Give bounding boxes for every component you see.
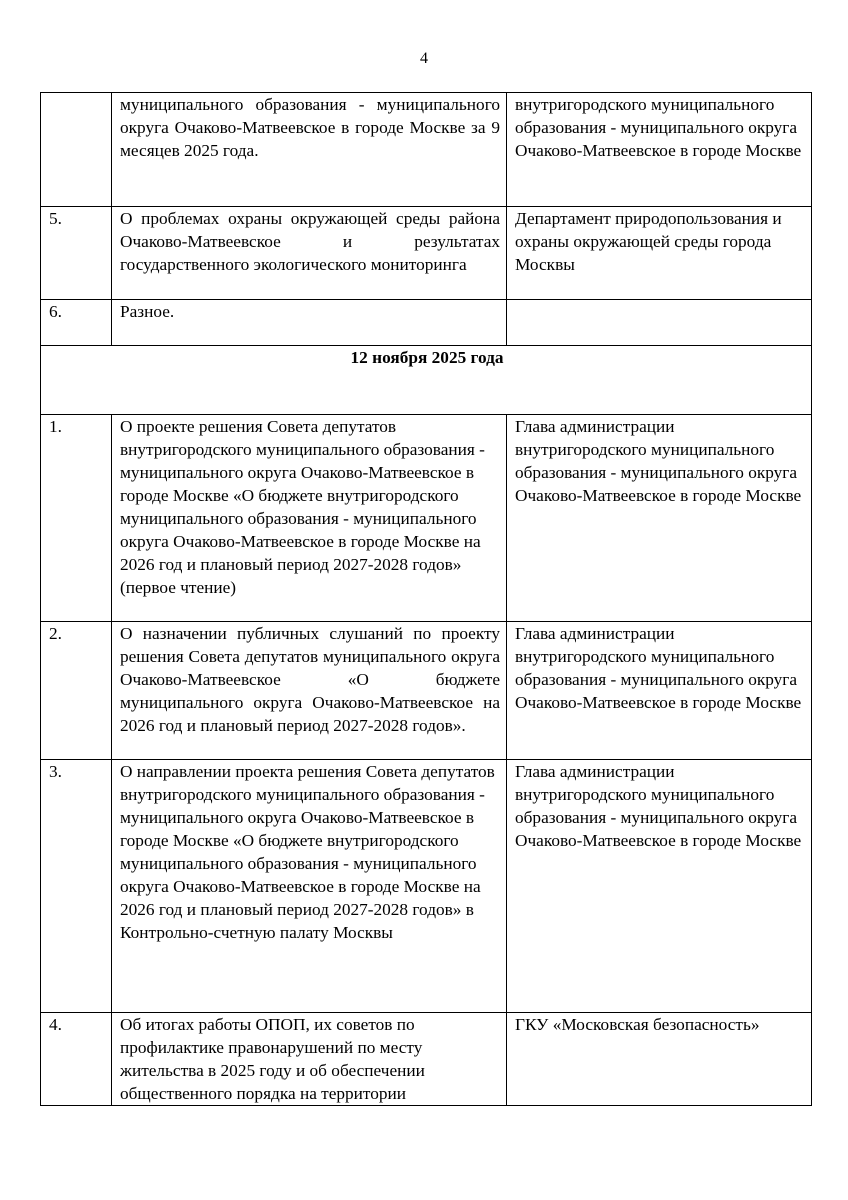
- row-responsible: ГКУ «Московская безопасность»: [507, 1013, 812, 1106]
- row-subject: Разное.: [112, 300, 507, 346]
- row-responsible: Глава администрации внутригородского муниципального образования - муниципального округа Очаково-Матвеевское в городе Москве: [507, 622, 812, 760]
- row-responsible: внутригородского муниципального образования - муниципального округа Очаково-Матвеевское в городе Москве: [507, 93, 812, 207]
- page-number: 4: [420, 50, 428, 67]
- table-row: [41, 1013, 812, 1106]
- row-subject: О направлении проекта решения Совета депутатов внутригородского муниципального образования - муниципального округа Очаково-Матвеевское в городе Москве «О бюджете внутригородского муниципального образования - муниципального округа Очаково-Матвеевское в городе Москве на 2026 год и плановый период 2027-2028 годов» в Контрольно-счетную палату Москвы: [112, 760, 507, 1013]
- row-responsible: Глава администрации внутригородского муниципального образования - муниципального округа Очаково-Матвеевское в городе Москве: [507, 415, 812, 622]
- agenda-table: [40, 92, 812, 1106]
- table-row: [41, 760, 812, 1013]
- table-row: [41, 207, 812, 300]
- row-number: 3.: [41, 760, 112, 1013]
- row-number: 2.: [41, 622, 112, 760]
- table-row: [41, 415, 812, 622]
- table-row: [41, 300, 812, 346]
- row-number: 6.: [41, 300, 112, 346]
- row-responsible: [507, 300, 812, 346]
- row-number: 5.: [41, 207, 112, 300]
- row-number: 4.: [41, 1013, 112, 1106]
- row-responsible: Департамент природопользования и охраны окружающей среды города Москвы: [507, 207, 812, 300]
- row-subject: Об итогах работы ОПОП, их советов по профилактике правонарушений по месту жительства в 2025 году и об обеспечении общественного порядка на территории: [112, 1013, 507, 1106]
- section-date: 12 ноября 2025 года: [41, 346, 812, 415]
- row-subject: муниципального образования - муниципального округа Очаково-Матвеевское в городе Москве за 9 месяцев 2025 года.: [112, 93, 507, 207]
- row-number: [41, 93, 112, 207]
- row-subject: О проблемах охраны окружающей среды района Очаково-Матвеевское и результатах государственного экологического мониторинга: [112, 207, 507, 300]
- row-number: 1.: [41, 415, 112, 622]
- table-row: [41, 93, 812, 207]
- row-responsible: Глава администрации внутригородского муниципального образования - муниципального округа Очаково-Матвеевское в городе Москве: [507, 760, 812, 1013]
- section-row: [41, 346, 812, 415]
- table-row: [41, 622, 812, 760]
- row-subject: О назначении публичных слушаний по проекту решения Совета депутатов муниципального округа Очаково-Матвеевское «О бюджете муниципального округа Очаково-Матвеевское на 2026 год и плановый период 2027-2028 годов».: [112, 622, 507, 760]
- row-subject: О проекте решения Совета депутатов внутригородского муниципального образования - муниципального округа Очаково-Матвеевское в городе Москве «О бюджете внутригородского муниципального образования - муниципального округа Очаково-Матвеевское в городе Москве на 2026 год и плановый период 2027-2028 годов» (первое чтение): [112, 415, 507, 622]
